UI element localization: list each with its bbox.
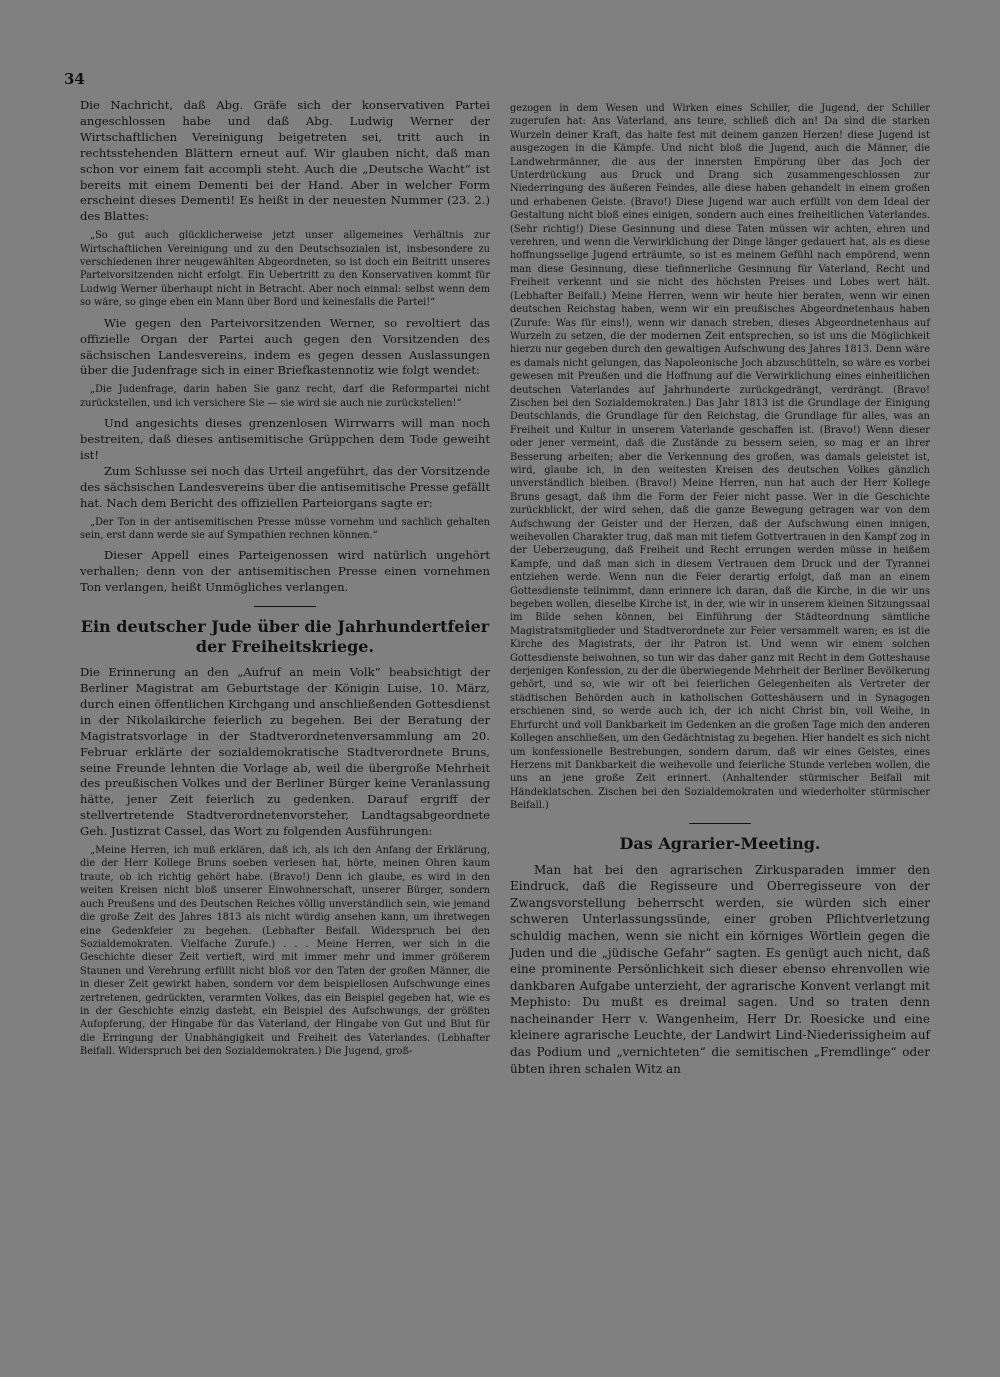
paragraph: Dieser Appell eines Parteigenossen wird natürlich ungehört verhallen; denn von der antisemitischen Presse einen vornehmen Ton verlangen, heißt Unmögliches verlangen. xyxy=(80,548,490,595)
quote: „So gut auch glücklicherweise jetzt unser allgemeines Verhältnis zur Wirtschaftlichen Vereinigung und zu den Deutschsozialen ist, insbesondere zu verschiedenen ihrer neugewählten Abgeordneten, so ist doch ein Beitritt unseres Parteivorsitzenden nicht erfolgt. Ein Uebertritt zu den Konservativen kommt für Ludwig Werner überhaupt nicht in Betracht. Aber noch einmal: selbst wenn dem so wäre, so ginge eben ein Mann über Bord und keinesfalls die Partei!“ xyxy=(80,230,490,309)
section-divider xyxy=(689,823,751,824)
left-column xyxy=(80,98,490,1065)
right-column xyxy=(510,98,930,1077)
quote: „Der Ton in der antisemitischen Presse müsse vornehm und sachlich gehalten sein, erst dann werde sie auf Sympathien rechnen können.“ xyxy=(80,516,490,541)
article-heading: Das Agrarier-Meeting. xyxy=(619,833,821,853)
paragraph: Wie gegen den Parteivorsitzenden Werner, so revoltiert das offizielle Organ der Partei auch gegen den Vorsitzenden des sächsischen Landesvereins, indem es gegen dessen Auslassungen über die Judenfrage sich in einer Briefkastennotiz wie folgt wendet: xyxy=(80,315,490,378)
paragraph: Die Erinnerung an den „Aufruf an mein Volk“ beabsichtigt der Berliner Magistrat am Geburtstage der Königin Luise, 10. März, durch einen öffentlichen Kirchgang und anschließenden Gottesdienst in der Nikolaikirche feierlich zu begehen. Bei der Beratung der Magistratsvorlage in der Stadtverordnetenversammlung am 20. Februar erklärte der sozialdemokratische Stadtverordnete Bruns, seine Freunde lehnten die Vorlage ab, weil die übergroße Mehrheit des preußischen Volkes und der Berliner Bürger keine Veranlassung hätte, jener Zeit feierlich zu gedenken. Darauf ergriff der stellvertretende Stadtverordnetenvorsteher, Landtagsabgeordnete Geh. Justizrat Cassel, das Wort zu folgenden Ausführungen: xyxy=(80,665,490,839)
paragraph: Man hat bei den agrarischen Zirkusparaden immer den Eindruck, daß die Regisseure und Oberregisseure von der Zwangsvorstellung beherrscht werden, sie würden sich einer schweren Unterlassungssünde, einer groben Pflichtverletzung schuldig machen, wenn sie nicht ein körniges Wörtlein gegen die Juden und die „jüdische Gefahr“ sagten. Es genügt auch nicht, daß eine prominente Persönlichkeit sich dieser ebenso ehrenvollen wie dankbaren Aufgabe unterzieht, der agrarische Konvent verlangt mit Mephisto: Du mußt es dreimal sagen. Und so traten denn nacheinander Herr v. Wangenheim, Herr Dr. Roesicke und eine kleinere agrarische Leuchte, der Landwirt Lind-Niederissigheim auf das Podium und „vernichteten“ die semitischen „Fremdlinge“ oder übten ihren schalen Witz an xyxy=(510,862,930,1076)
paragraph: Die Nachricht, daß Abg. Gräfe sich der konservativen Partei angeschlossen habe und daß Abg. Ludwig Werner der Wirtschaftlichen Vereinigung beigetreten sei, tritt auch in rechtsstehenden Blättern erneut auf. Wir glauben nicht, daß man schon vor einem fait accompli steht. Auch die „Deutsche Wacht“ ist bereits mit einem Dementi bei der Hand. Aber in welcher Form erscheint dieses Dementi! Es heißt in der neuesten Nummer (23. 2.) des Blattes: xyxy=(80,98,490,224)
quote: „Die Judenfrage, darin haben Sie ganz recht, darf die Reformpartei nicht zurückstellen, und ich versichere Sie — sie wird sie auch nie zurückstellen!“ xyxy=(80,384,490,409)
section-divider xyxy=(254,606,316,607)
paragraph: Und angesichts dieses grenzenlosen Wirrwarrs will man noch bestreiten, daß dieses antisemitische Grüppchen dem Tode geweiht ist! xyxy=(80,416,490,462)
quote-continuation: gezogen in dem Wesen und Wirken eines Schiller, die Jugend, der Schiller zugerufen hat: Ans Vaterland, ans teure, schließ dich an! Da sind die starken Wurzeln deiner Kraft, das halte fest mit deinem ganzen Herzen! diese Jugend ist ausgezogen in die Kämpfe. Und nicht bloß die Jugend, auch die Männer, die Landwehrmänner, die aus der innersten Empörung über das Joch der Unterdrückung aus Druck und Drang sich zusammengeschlossen zur Niederringung des äußeren Feindes, alle diese haben gehandelt in einem großen und erhabenen Geiste. (Bravo!) Diese Jugend war auch erfüllt von dem Ideal der Gestaltung nicht bloß eines einigen, sondern auch eines freiheitlichen Vaterlandes. (Sehr richtig!) Diese Gesinnung und diese Taten müssen wir achten, ehren und verehren, und wenn die Verwirklichung der Dinge länger gedauert hat, als es diese hoffnungsselige Jugend erträumte, so ist es meinem Gefühl nach empörend, wenn man diese Gesinnung, diese tiefinnerliche Gesinnung für Vaterland, Recht und Freiheit verkennt und sie nicht des höchsten Preises und Lobes wert hält. (Lebhafter Beifall.) Meine Herren, wenn wir heute hier beraten, wenn wir einen deutschen Reichstag haben, wenn wir ein preußisches Abgeordnetenhaus haben (Zurufe: Was für eins!), wenn wir danach streben, dieses Abgeordnetenhaus auf Wurzeln zu setzen, die der modernen Zeit entsprechen, so ist uns die Möglichkeit hierzu nur gegeben durch den gewaltigen Aufschwung des Jahres 1813. Denn wäre es damals nicht gelungen, das Napoleonische Joch abzuschütteln, so wäre es vorbei gewesen mit Preußen und die Hoffnung auf die Verwirklichung eines einheitlichen deutschen Vaterlandes auf Jahrhunderte zurückgedrängt, verdrängt. (Bravo! Zischen bei den Sozialdemokraten.) Das Jahr 1813 ist die Grundlage der Einigung Deutschlands, die Grundlage für den Reichstag, die Grundlage für alles, was an Freiheit und Kultur in unserem Vaterlande geschaffen ist. (Bravo!) Wenn dieser oder jener vermeint, daß die Zustände zu bessern seien, so mag er an ihrer Besserung arbeiten; aber die Verkennung des großen, was damals geleistet ist, wird, glaube ich, in den weitesten Kreisen des deutschen Volkes gänzlich unverständlich bleiben. (Bravo!) Meine Herren, nun hat auch der Herr Kollege Bruns gesagt, daß ihm die Form der Feier nicht passe. Wer in die Geschichte zurückblickt, der wird sehen, daß die ganze Bewegung getragen war von dem Aufschwung der Geister und der Herzen, daß der Aufschwung einen innigen, weihevollen Charakter trug, daß man mit tiefem Gottvertrauen in den Kampf zog in der Ueberzeugung, daß Freiheit und Recht errungen werden müsse in heißem Kampfe, und daß man sich in diesem Vertrauen dem Druck und der Tyrannei entziehen werde. Wenn nun die Feier derartig erfolgt, daß man an einem Gottesdienste teilnimmt, dann erinnere ich daran, daß die Kirche, in die wir uns begeben wollen, dieselbe Kirche ist, in der, wie wir in unserem kleinen Sitzungssaal im Bilde sehen können, bei Einführung der Städteordnung sämtliche Magistratsmitglieder und Stadtverordnete zur Feier versammelt waren; es ist die Kirche des Magistrats, der ihr Patron ist. Und wenn wir einem solchen Gottesdienste beiwohnen, so tun wir das daher ganz mit Recht in dem Gotteshause derjenigen Konfession, zu der die überwiegende Mehrheit der Berliner Bevölkerung gehört, und so, wie wir oft bei feierlichen Gelegenheiten als Vertreter der städtischen Behörden auch in katholischen Gotteshäusern und in Synagogen erschienen sind, so werde auch ich, der ich nicht Christ bin, voll Weihe, in Ehrfurcht und voll Dankbarkeit im Gedenken an die großen Tage mich den anderen Kollegen anschließen, um den Gedächtnistag zu begehen. Hier handelt es sich nicht um konfessionelle Bestrebungen, sondern darum, daß wir eines Geistes, eines Herzens mit Dankbarkeit die weihevolle und feierliche Stunde verleben wollen, die uns an jene große Zeit erinnert. (Anhaltender stürmischer Beifall mit Händeklatschen. Zischen bei den Sozialdemokraten und wiederholter stürmischer Beifall.) xyxy=(510,103,930,812)
paragraph: Zum Schlusse sei noch das Urteil angeführt, das der Vorsitzende des sächsischen Landesvereins über die antisemitische Presse gefällt hat. Nach dem Bericht des offiziellen Parteiorgans sagte er: xyxy=(80,463,490,510)
page-number: 34 xyxy=(64,70,85,88)
quote: „Meine Herren, ich muß erklären, daß ich, als ich den Anfang der Erklärung, die der Herr Kollege Bruns soeben verlesen hat, hörte, meinen Ohren kaum traute, ob ich richtig gehört habe. (Bravo!) Denn ich glaube, es wird in den weiten Kreisen nicht bloß unserer Einwohnerschaft, unserer Bürger, sondern auch Preußens und des Deutschen Reiches völlig unverständlich sein, wie jemand die große Zeit des Jahres 1813 als nicht würdig ansehen kann, um ihretwegen eine Gedenkfeier zu begehen. (Lebhafter Beifall. Widerspruch bei den Sozialdemokraten. Vielfache Zurufe.) . . . Meine Herren, wer sich in die Geschichte dieser Zeit vertieft, wird mit immer mehr und immer größerem Staunen und Verehrung erfüllt nicht bloß vor den Taten der großen Männer, die in dieser Zeit gewirkt haben, sondern vor dem beispiellosen Aufschwunge eines zertretenen, gedrückten, verarmten Volkes, das ein Beispiel gegeben hat, wie es in der Geschichte einzig dasteht, ein Beispiel des Aufschwungs, der größten Aufopferung, der Hingabe für das Vaterland, der Hingabe von Gut und Blut für die Erringung der Unabhängigkeit und Freiheit des Vaterlandes. (Lebhafter Beifall. Widerspruch bei den Sozialdemokraten.) Die Jugend, groß- xyxy=(80,845,490,1058)
article-heading: Ein deutscher Jude über die Jahrhundertfeier der Freiheitskriege. xyxy=(80,617,490,657)
